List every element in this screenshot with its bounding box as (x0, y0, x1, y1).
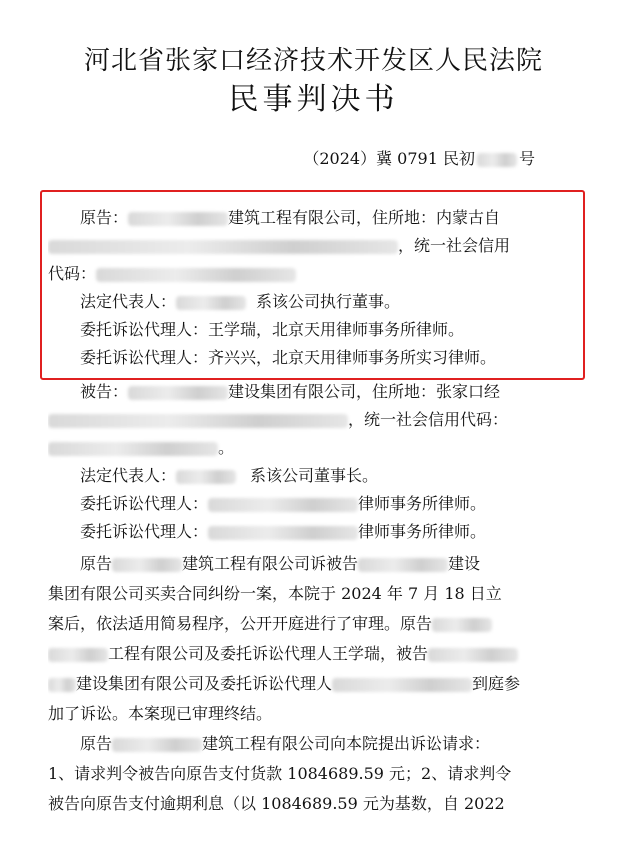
body-text: 案后，依法适用简易程序，公开开庭进行了审理。原告 (48, 614, 433, 633)
redacted-plaintiff-legal-rep (176, 296, 246, 310)
defendant-label: 被告： (80, 382, 129, 401)
redacted-defendant-legal-rep (176, 470, 236, 484)
case-number-prefix: （2024）冀 0791 民初 (303, 149, 475, 168)
plaintiff-legal-rep-label: 法定代表人： (80, 292, 177, 311)
redacted-name (112, 558, 182, 572)
redacted-name (48, 678, 76, 692)
redacted-defendant-agent-2 (208, 526, 358, 540)
defendant-agent-1 (48, 490, 578, 518)
redacted-plaintiff-code (96, 268, 296, 282)
body-p1-line-6 (48, 700, 578, 728)
redacted-plaintiff-name (128, 212, 228, 226)
case-number (303, 146, 535, 169)
plaintiff-legal-rep (48, 288, 578, 316)
defendant-address-end: ，统一社会信用代码： (348, 410, 509, 429)
plaintiff-line-1 (48, 204, 578, 232)
defendant-code-end: 。 (218, 438, 235, 457)
body-text: 原告 (80, 734, 113, 753)
body-p1-line-1 (48, 550, 578, 578)
redacted-name (48, 648, 108, 662)
defendant-agent-2-suffix: 律师事务所律师。 (358, 522, 487, 541)
body-text: 建筑工程有限公司向本院提出诉讼请求： (202, 734, 491, 753)
redacted-case-number (477, 153, 517, 167)
defendant-line-2 (48, 406, 578, 434)
body-p1-line-3 (48, 610, 578, 638)
body-text: 被告向原告支付逾期利息（以 1084689.59 元为基数，自 2022 (48, 794, 505, 813)
redacted-defendant-code (48, 442, 218, 456)
plaintiff-address-end: ，统一社会信用 (398, 236, 511, 255)
body-p1-line-2 (48, 580, 578, 608)
body-p2-line-1 (48, 730, 578, 758)
body-text: 到庭参 (472, 674, 521, 693)
body-p1-line-4 (48, 640, 578, 668)
body-p2-line-2 (48, 760, 578, 788)
body-text: 工程有限公司及委托诉讼代理人王学瑞，被告 (108, 644, 429, 663)
plaintiff-line-3 (48, 260, 578, 288)
defendant-legal-rep (48, 462, 578, 490)
defendant-agent-1-suffix: 律师事务所律师。 (358, 494, 487, 513)
plaintiff-agent-1-text: 委托诉讼代理人：王学瑞，北京天用律师事务所律师。 (80, 320, 465, 339)
redacted-name (112, 738, 202, 752)
redacted-defendant-name (128, 386, 228, 400)
case-number-suffix: 号 (518, 149, 535, 168)
plaintiff-line-2 (48, 232, 578, 260)
body-p2-line-3 (48, 790, 578, 818)
plaintiff-agent-2 (48, 344, 578, 372)
defendant-agent-1-label: 委托诉讼代理人： (80, 494, 209, 513)
plaintiff-legal-rep-role: 系该公司执行董事。 (256, 292, 401, 311)
defendant-agent-2-label: 委托诉讼代理人： (80, 522, 209, 541)
body-text: 建筑工程有限公司诉被告 (182, 554, 359, 573)
body-text: 原告 (80, 554, 113, 573)
redacted-name (432, 618, 492, 632)
redacted-defendant-address (48, 414, 348, 428)
redacted-plaintiff-address (48, 240, 398, 254)
redacted-name (428, 648, 518, 662)
body-text: 1、请求判令被告向原告支付货款 1084689.59 元；2、请求判令 (48, 764, 512, 783)
document-type-title: 民事判决书 (228, 82, 399, 117)
body-text: 集团有限公司买卖合同纠纷一案，本院于 2024 年 7 月 18 日立 (48, 584, 502, 603)
redacted-name (358, 558, 448, 572)
plaintiff-name-suffix: 建筑工程有限公司，住所地：内蒙古自 (228, 208, 501, 227)
defendant-legal-rep-role: 系该公司董事长。 (250, 466, 379, 485)
plaintiff-agent-1 (48, 316, 578, 344)
defendant-agent-2 (48, 518, 578, 546)
body-text: 加了诉讼。本案现已审理终结。 (48, 704, 273, 723)
plaintiff-label: 原告： (80, 208, 129, 227)
body-p1-line-5 (48, 670, 578, 698)
defendant-legal-rep-label: 法定代表人： (80, 466, 177, 485)
redacted-defendant-agent-1 (208, 498, 358, 512)
defendant-name-suffix: 建设集团有限公司，住所地：张家口经 (228, 382, 501, 401)
plaintiff-code-label: 代码： (48, 264, 97, 283)
body-text: 建设集团有限公司及委托诉讼代理人 (76, 674, 333, 693)
defendant-line-3 (48, 434, 578, 462)
redacted-name (332, 678, 472, 692)
body-text: 建设 (448, 554, 481, 573)
court-name: 河北省张家口经济技术开发区人民法院 (83, 46, 543, 76)
plaintiff-agent-2-text: 委托诉讼代理人：齐兴兴，北京天用律师事务所实习律师。 (80, 348, 497, 367)
defendant-line-1 (48, 378, 578, 406)
